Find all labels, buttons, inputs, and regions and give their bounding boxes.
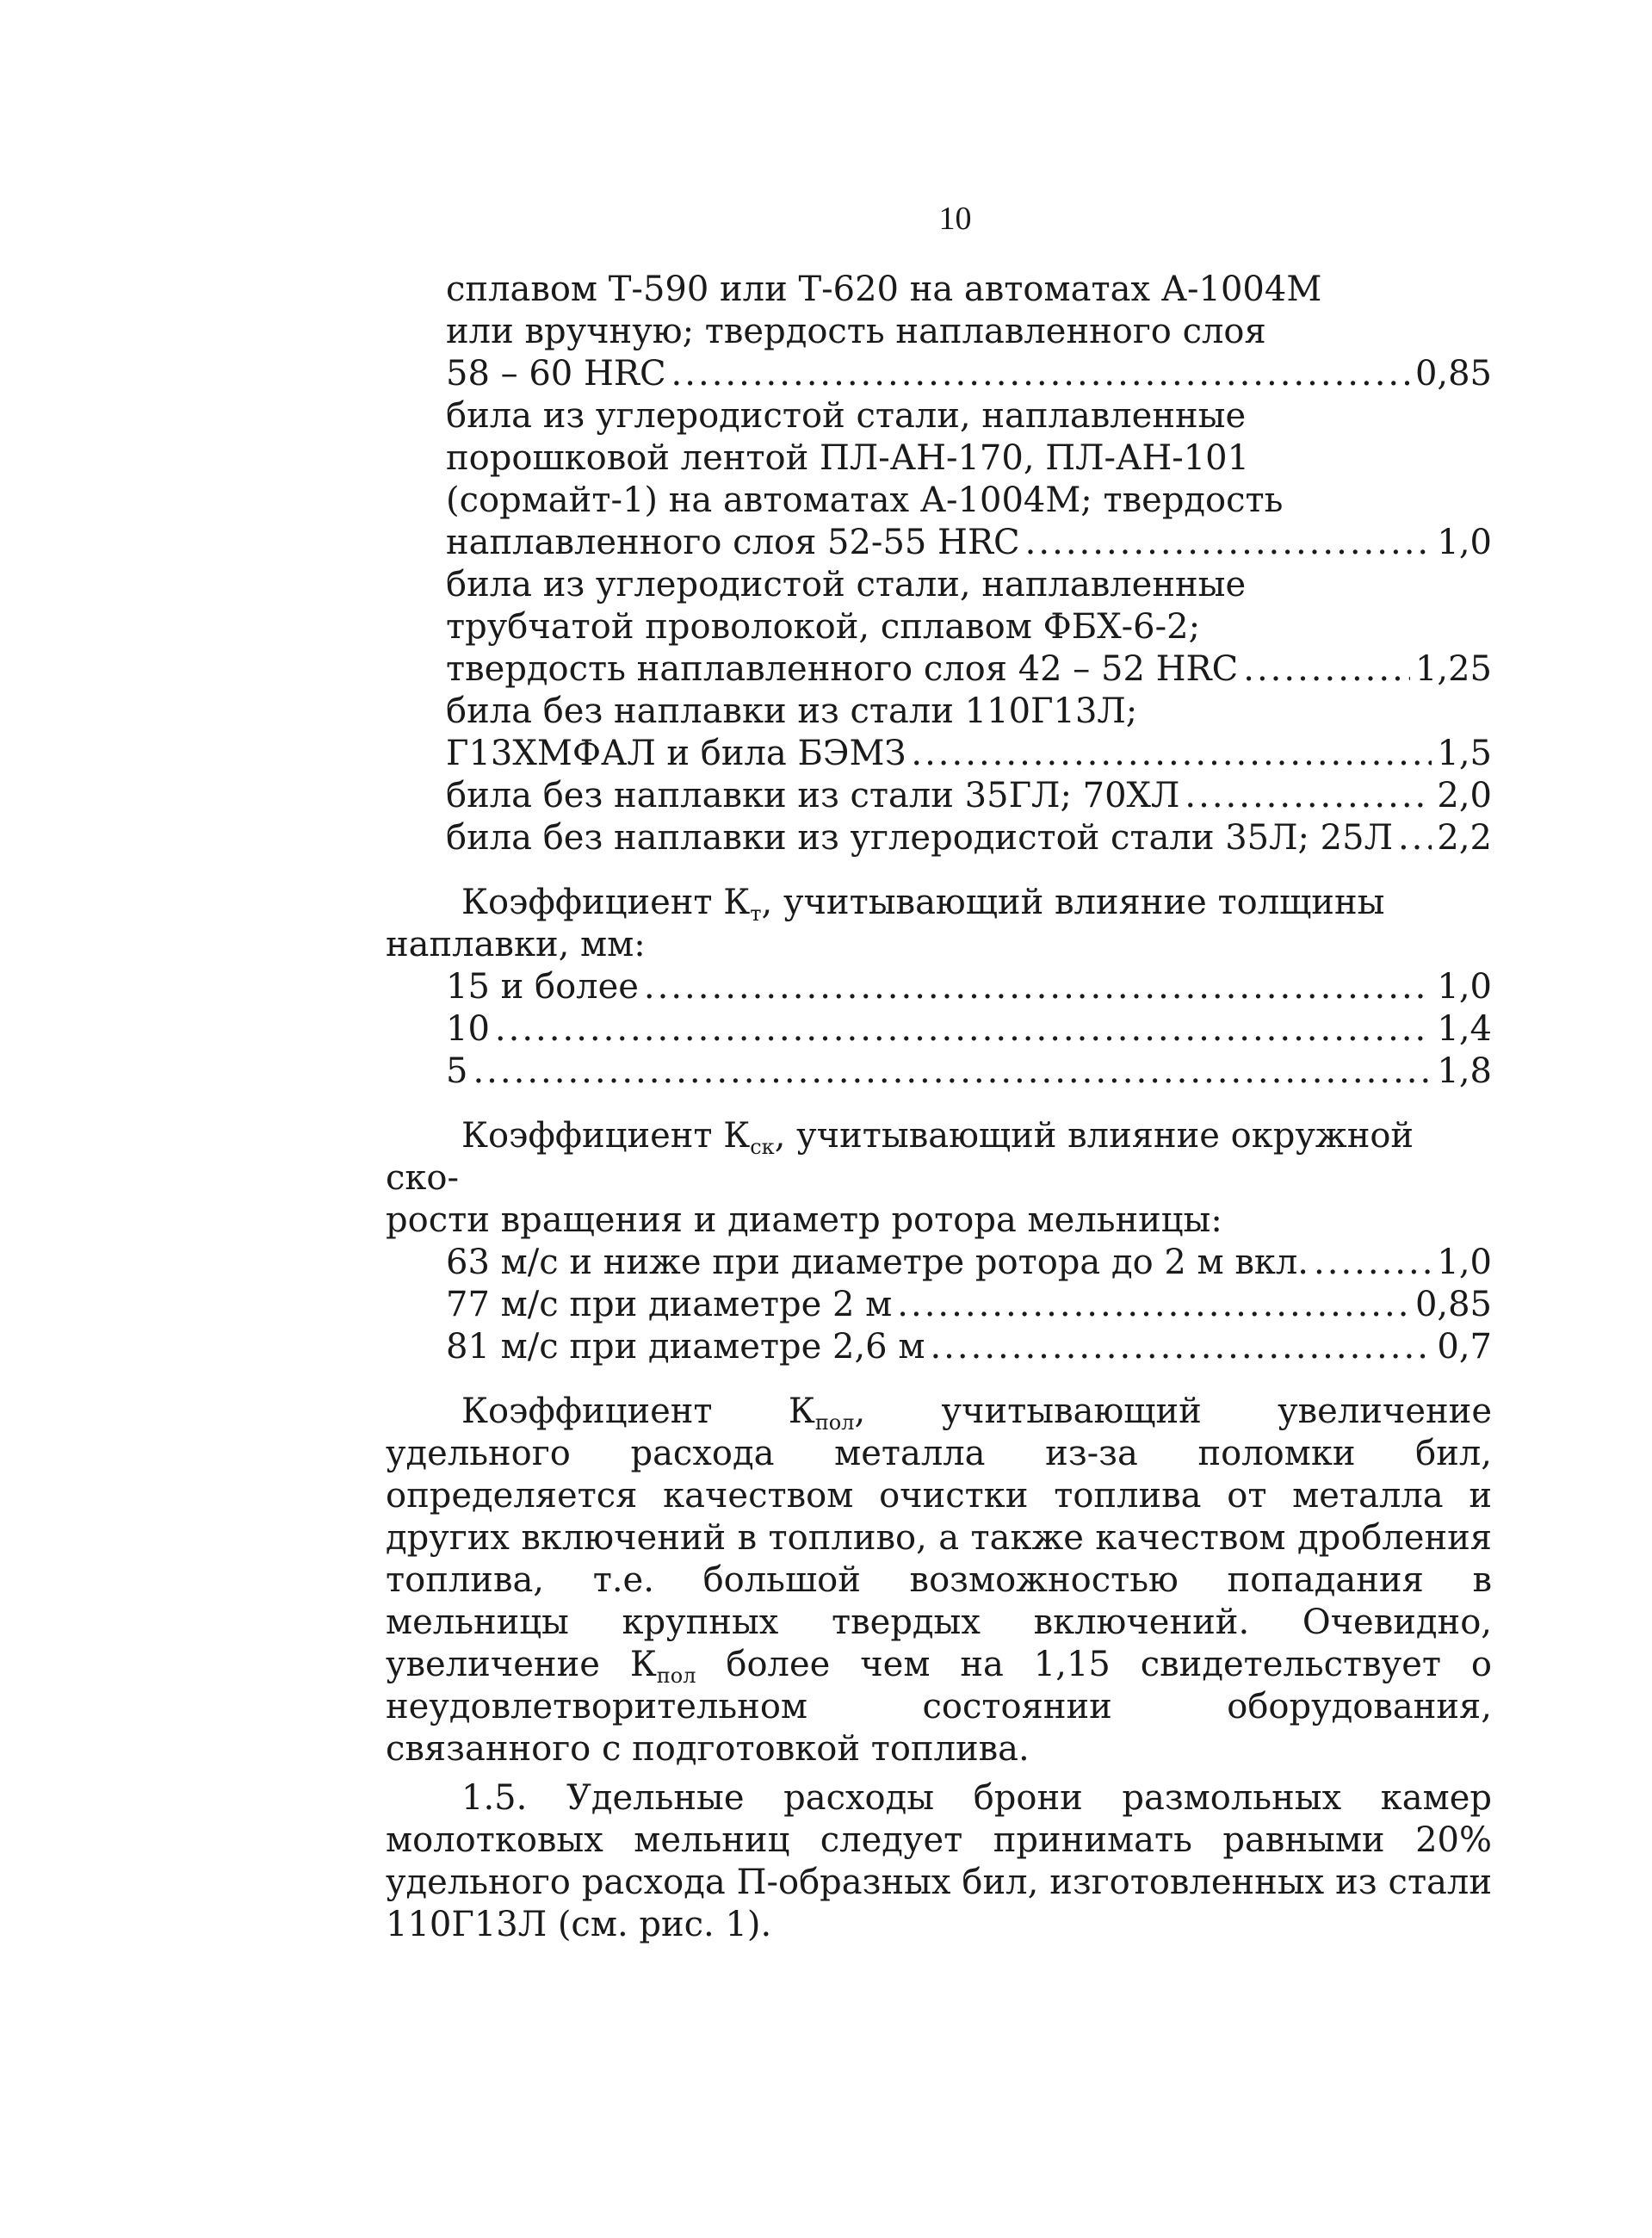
text-line: била из углеродистой стали, наплавленные <box>446 396 1247 436</box>
item-label: Г13ХМФАЛ и била БЭМЗ <box>446 734 906 773</box>
list-item <box>446 775 1492 817</box>
list-item <box>446 733 1492 775</box>
dot-leader <box>897 1284 1410 1326</box>
list-item <box>446 1326 1492 1368</box>
kck-subscript: ск <box>750 1135 775 1159</box>
dot-leader <box>911 733 1432 775</box>
list-item <box>446 522 1492 564</box>
kpol-subscript: пол <box>814 1410 855 1435</box>
dot-leader <box>644 966 1432 1008</box>
dot-leader <box>473 1051 1432 1093</box>
item-value: 2,0 <box>1437 776 1492 815</box>
item-value: 1,25 <box>1414 649 1492 689</box>
kck-intro-a: Коэффициент К <box>461 1116 751 1156</box>
text-line: порошковой лентой ПЛ-АН-170, ПЛ-АН-101 <box>446 438 1250 478</box>
kpol-subscript-2: пол <box>656 1664 696 1688</box>
kpol-paragraph <box>386 1391 1492 1770</box>
kck-list <box>386 1242 1492 1368</box>
kpol-text-b: , учитывающий увеличение удельного расхода металла из-за поломки бил, определяется качеством очистки топлива от металла и других включений в топливо, а также качеством дробления топлива, т.е. большой возможностью попадания в мельницы крупных твердых включений. Очевидно, увеличение К <box>386 1392 1493 1684</box>
item-value: 2,2 <box>1437 818 1492 858</box>
dot-leader <box>1314 1242 1432 1284</box>
item-value: 0,85 <box>1414 1285 1492 1324</box>
list-item <box>446 648 1492 691</box>
list-item <box>446 1051 1492 1093</box>
item-label: 10 <box>446 1009 490 1049</box>
dot-leader <box>1243 648 1410 691</box>
text-line: трубчатой проволокой, сплавом ФБХ-6-2; <box>446 607 1201 647</box>
dot-leader <box>1025 522 1432 564</box>
kck-intro-b: , учитывающий влияние окружной ско- <box>386 1116 1414 1198</box>
document-body <box>386 269 1492 1946</box>
item-label: 77 м/с при диаметре 2 м <box>446 1285 893 1324</box>
kt-intro <box>386 882 1492 924</box>
item-label: 15 и более <box>446 967 639 1007</box>
item-label: 63 м/с и ниже при диаметре ротора до 2 м вкл. <box>446 1243 1309 1282</box>
item-value: 1,0 <box>1437 523 1492 562</box>
kt-subscript: т <box>750 902 762 926</box>
dot-leader <box>671 353 1410 395</box>
text-line: била из углеродистой стали, наплавленные <box>446 565 1247 604</box>
kt-intro-cont: наплавки, мм: <box>386 925 646 964</box>
item-label: 81 м/с при диаметре 2,6 м <box>446 1327 925 1367</box>
item-value: 1,0 <box>1437 967 1492 1007</box>
section-1-5-paragraph: 1.5. Удельные расходы брони размольных камер молотковых мельниц следует принимать равными 20% удельного расхода П-образных бил, изготовленных из стали 110Г13Л (см. рис. 1). <box>386 1778 1492 1944</box>
dot-leader <box>1185 775 1432 817</box>
list-item <box>446 1242 1492 1284</box>
item-value: 1,5 <box>1437 734 1492 773</box>
list-item <box>446 1284 1492 1326</box>
kck-intro-cont: рости вращения и диаметр ротора мельницы: <box>386 1200 1222 1240</box>
list-item <box>446 353 1492 395</box>
text-line: или вручную; твердость наплавленного слоя <box>446 312 1266 351</box>
kt-list <box>386 966 1492 1093</box>
item-label: 58 – 60 HRC <box>446 354 666 394</box>
page-number: 10 <box>938 201 972 237</box>
kck-intro <box>386 1115 1492 1200</box>
kpol-text-c: более чем на 1,15 свидетельствует о неудовлетворительном состоянии оборудования, связанного с подготовкой топлива. <box>386 1645 1492 1769</box>
dot-leader <box>1398 817 1432 859</box>
text-line: била без наплавки из стали 110Г13Л; <box>446 691 1138 731</box>
item-value: 1,0 <box>1437 1243 1492 1282</box>
list-item <box>446 817 1492 859</box>
text-line: (сормайт-1) на автоматах А-1004М; твердость <box>446 480 1284 520</box>
item-value: 1,8 <box>1437 1051 1492 1091</box>
kt-intro-a: Коэффициент К <box>461 883 751 922</box>
dot-leader <box>930 1326 1432 1368</box>
item-label: твердость наплавленного слоя 42 – 52 HRC <box>446 649 1239 689</box>
item-label: 5 <box>446 1051 468 1091</box>
list-item <box>446 966 1492 1008</box>
item-value: 0,85 <box>1414 354 1492 394</box>
spacer <box>386 1770 1492 1777</box>
item-value: 0,7 <box>1437 1327 1492 1367</box>
item-label: била без наплавки из стали 35ГЛ; 70ХЛ <box>446 776 1180 815</box>
text-line: сплавом Т-590 или Т-620 на автоматах А-1004М <box>446 270 1322 309</box>
kt-intro-b: , учитывающий влияние толщины <box>761 883 1385 922</box>
item-label: била без наплавки из углеродистой стали 35Л; 25Л <box>446 818 1393 858</box>
item-label: наплавленного слоя 52-55 HRC <box>446 523 1020 562</box>
materials-list <box>386 269 1492 859</box>
kpol-text-a: Коэффициент К <box>461 1392 815 1431</box>
list-item <box>446 1008 1492 1051</box>
item-value: 1,4 <box>1437 1009 1492 1049</box>
dot-leader <box>495 1008 1432 1051</box>
